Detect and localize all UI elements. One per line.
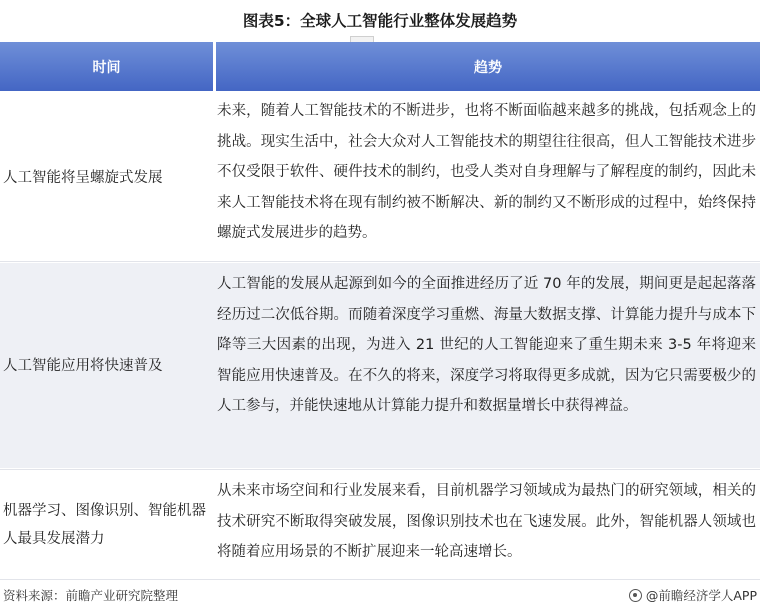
- source-note: 资料来源：前瞻产业研究院整理: [3, 588, 179, 603]
- table-row: [0, 471, 760, 578]
- table-row: [0, 95, 760, 260]
- brand-logo-icon: [629, 589, 642, 602]
- row-time-cell: 人工智能应用将快速普及: [3, 357, 163, 374]
- chart-title: 图表5：全球人工智能行业整体发展趋势: [242, 12, 518, 30]
- row-trend-cell: 未来，随着人工智能技术的不断进步，也将不断面临越来越多的挑战，包括观念上的挑战。现实生活中，社会大众对人工智能技术的期望往往很高，但人工智能技术进步不仅受限于软件、硬件技术的制约，也受人类对自身理解与了解程度的制约，因此未来人工智能技术将在现有制约被不断解决、新的制约又不断形成的过程中，始终保持螺旋式发展进步的趋势。: [217, 103, 756, 241]
- brand-label: @前瞻经济学人APP: [645, 588, 757, 603]
- brand-watermark: [629, 586, 757, 604]
- table-row: [0, 263, 760, 468]
- row-trend-cell: 从未来市场空间和行业发展来看，目前机器学习领域成为最热门的研究领域，相关的技术研究不断取得突破发展，图像识别技术也在飞速发展。此外，智能机器人领域也将随着应用场景的不断扩展迎来一轮高速增长。: [217, 483, 756, 560]
- row-divider: [0, 579, 760, 580]
- footer: [0, 582, 760, 608]
- row-divider: [0, 469, 760, 470]
- row-divider: [0, 261, 760, 262]
- row-time-cell: 机器学习、图像识别、智能机器人最具发展潜力: [3, 502, 206, 547]
- row-time-cell: 人工智能将呈螺旋式发展: [3, 169, 163, 186]
- header-trend: 趋势: [216, 42, 760, 91]
- row-trend-cell: 人工智能的发展从起源到如今的全面推进经历了近 70 年的发展，期间更是起起落落经历过二次低谷期。而随着深度学习重燃、海量大数据支撑、计算能力提升与成本下降等三大因素的出现，为进入 21 世纪的人工智能迎来了重生期未来 3-5 年将迎来智能应用快速普及。在不久的将来，深度学习将取得更多成就，因为它只需要极少的人工参与，并能快速地从计算能力提升和数据量增长中获得裨益。: [217, 276, 756, 414]
- table-header: [0, 42, 760, 91]
- header-time: 时间: [0, 42, 213, 91]
